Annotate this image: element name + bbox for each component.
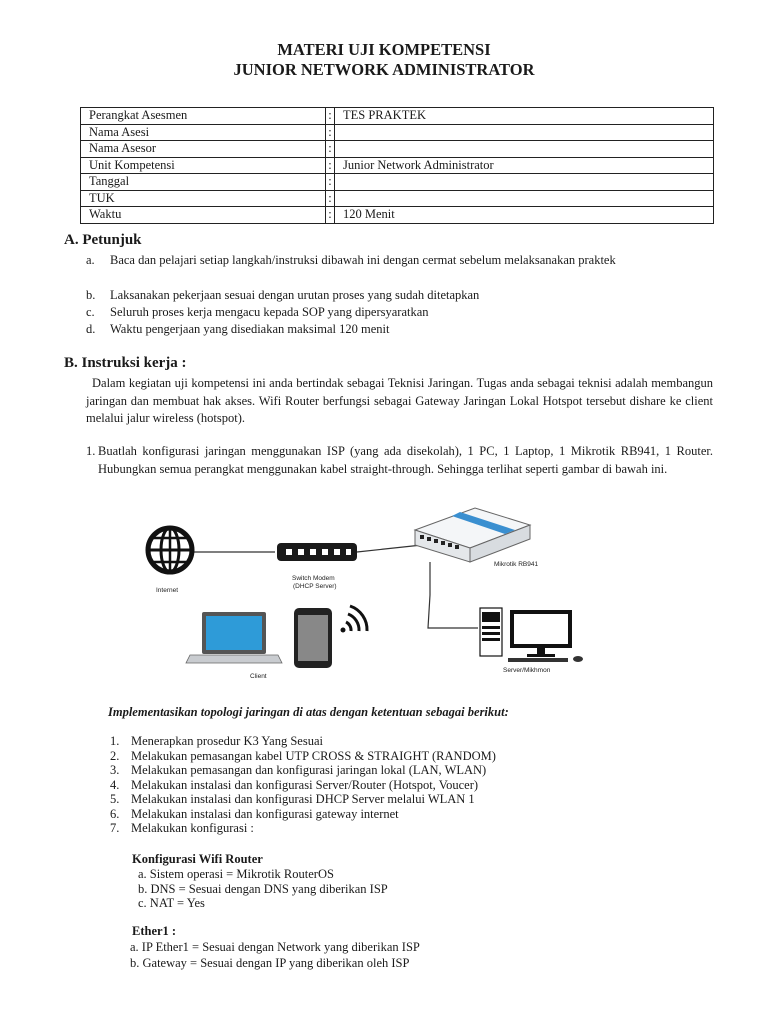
- section-b-intro: Dalam kegiatan uji kompetensi ini anda bertindak sebagai Teknisi Jaringan. Tugas anda sebagai teknisi adalah membangun jaringan dan membuat hak akses. Wifi Router berfungsi sebagai Gateway Jaringan Lokal Hotspot tersebut dishare ke client melalui jalur wireless (hotspot).: [86, 376, 713, 425]
- instruction-text: Baca dan pelajari setiap langkah/instruksi dibawah ini dengan cermat sebelum melaksanakan praktek: [110, 253, 616, 267]
- wifi-config-item: c. NAT = Yes: [138, 896, 205, 910]
- requirement-text: Melakukan instalasi dan konfigurasi Server/Router (Hotspot, Voucer): [131, 777, 479, 792]
- document-subtitle: JUNIOR NETWORK ADMINISTRATOR: [233, 60, 535, 79]
- ether-config-item: a. IP Ether1 = Sesuai dengan Network yang diberikan ISP: [130, 940, 420, 954]
- mikrotik-router-icon: [415, 508, 530, 562]
- instruction-item: [86, 287, 713, 303]
- instruction-text: Laksanakan pekerjaan sesuai dengan urutan proses yang sudah ditetapkan: [110, 288, 480, 302]
- info-row: [81, 124, 714, 141]
- wifi-heading: Konfigurasi Wifi Router: [132, 852, 263, 866]
- info-row: [81, 190, 714, 207]
- instruction-marker: d.: [86, 322, 96, 336]
- requirement-marker: 3.: [110, 763, 120, 777]
- server-label: Server/Mikhmon: [503, 667, 551, 674]
- instruction-item: [86, 321, 713, 337]
- requirement-text: Melakukan konfigurasi :: [131, 821, 254, 835]
- requirement-text: Melakukan instalasi dan konfigurasi DHCP Server melalui WLAN 1: [131, 792, 475, 806]
- switch-label-2: (DHCP Server): [293, 583, 337, 590]
- info-separator: :: [326, 157, 335, 174]
- info-separator: :: [326, 124, 335, 141]
- info-value: Junior Network Administrator: [335, 157, 714, 174]
- info-label: Tanggal: [81, 174, 326, 191]
- info-value: [335, 124, 714, 141]
- wifi-signal-icon: [341, 606, 368, 633]
- info-row: [81, 108, 714, 125]
- info-row: [81, 157, 714, 174]
- info-separator: :: [326, 108, 335, 125]
- instruction-item: [86, 252, 713, 268]
- smartphone-icon: [294, 608, 332, 668]
- requirement-marker: 6.: [110, 806, 120, 821]
- ether-heading: Ether1 :: [132, 924, 177, 938]
- requirement-marker: 1.: [110, 734, 120, 748]
- laptop-icon: [186, 612, 282, 663]
- instruction-marker: b.: [86, 288, 96, 302]
- cable-mikrotik-server: [428, 562, 478, 628]
- info-separator: :: [326, 190, 335, 207]
- impl-heading: Implementasikan topologi jaringan di atas dengan ketentuan sebagai berikut:: [108, 705, 509, 719]
- info-label: Nama Asesi: [81, 124, 326, 141]
- requirement-text: Menerapkan prosedur K3 Yang Sesuai: [131, 734, 323, 748]
- document-title: MATERI UJI KOMPETENSI: [277, 40, 491, 59]
- info-separator: :: [326, 207, 335, 224]
- info-separator: :: [326, 174, 335, 191]
- requirement-text: Melakukan pemasangan dan konfigurasi jaringan lokal (LAN, WLAN): [131, 763, 487, 777]
- instruction-text: Seluruh proses kerja mengacu kepada SOP yang dipersyaratkan: [110, 305, 429, 319]
- requirement-item: [110, 820, 254, 836]
- step-1-text: Buatlah konfigurasi jaringan menggunakan ISP (yang ada disekolah), 1 PC, 1 Laptop, 1 Mikrotik RB941, 1 Router. Hubungkan semua perangkat menggunakan kabel straight-through. Sehingga terlihat seperti gambar di bawah ini.: [98, 444, 713, 476]
- info-value: [335, 141, 714, 158]
- globe-icon: [148, 528, 192, 572]
- instruction-marker: a.: [86, 253, 95, 267]
- wifi-config-item: b. DNS = Sesuai dengan DNS yang diberikan ISP: [138, 881, 388, 896]
- instruction-text: Waktu pengerjaan yang disediakan maksimal 120 menit: [110, 322, 390, 336]
- server-tower-icon: [480, 608, 502, 656]
- requirement-text: Melakukan pemasangan kabel UTP CROSS & STRAIGHT (RANDOM): [131, 748, 496, 763]
- info-row: [81, 207, 714, 224]
- requirement-text: Melakukan instalasi dan konfigurasi gateway internet: [131, 806, 399, 821]
- info-label: TUK: [81, 190, 326, 207]
- internet-label: Internet: [156, 587, 179, 594]
- info-label: Nama Asesor: [81, 141, 326, 158]
- info-row: [81, 141, 714, 158]
- info-value: [335, 190, 714, 207]
- requirement-marker: 4.: [110, 777, 120, 792]
- info-value: [335, 174, 714, 191]
- info-label: Unit Kompetensi: [81, 157, 326, 174]
- wifi-config-item: a. Sistem operasi = Mikrotik RouterOS: [138, 867, 334, 881]
- info-value: 120 Menit: [335, 207, 714, 224]
- monitor-icon: [508, 610, 583, 662]
- info-row: [81, 174, 714, 191]
- client-label: Client: [250, 673, 267, 680]
- instruction-marker: c.: [86, 305, 95, 319]
- info-separator: :: [326, 141, 335, 158]
- switch-modem-icon: [277, 543, 357, 561]
- info-value: TES PRAKTEK: [335, 108, 714, 125]
- requirement-marker: 2.: [110, 748, 120, 763]
- requirement-marker: 5.: [110, 792, 120, 806]
- info-label: Perangkat Asesmen: [81, 108, 326, 125]
- requirement-marker: 7.: [110, 821, 120, 835]
- section-b-heading: B. Instruksi kerja :: [64, 355, 187, 371]
- switch-label-1: Switch Modem: [292, 575, 335, 582]
- cable-switch-mikrotik: [357, 545, 422, 552]
- mikrotik-label: Mikrotik RB941: [494, 561, 539, 568]
- step-1-marker: 1.: [86, 444, 96, 458]
- instruction-item: [86, 304, 713, 320]
- info-table: [80, 107, 714, 224]
- network-topology-diagram: [130, 500, 590, 690]
- info-label: Waktu: [81, 207, 326, 224]
- section-a-heading: A. Petunjuk: [64, 232, 142, 248]
- step-1: [86, 443, 713, 478]
- ether-config-item: b. Gateway = Sesuai dengan IP yang diberikan oleh ISP: [130, 956, 410, 970]
